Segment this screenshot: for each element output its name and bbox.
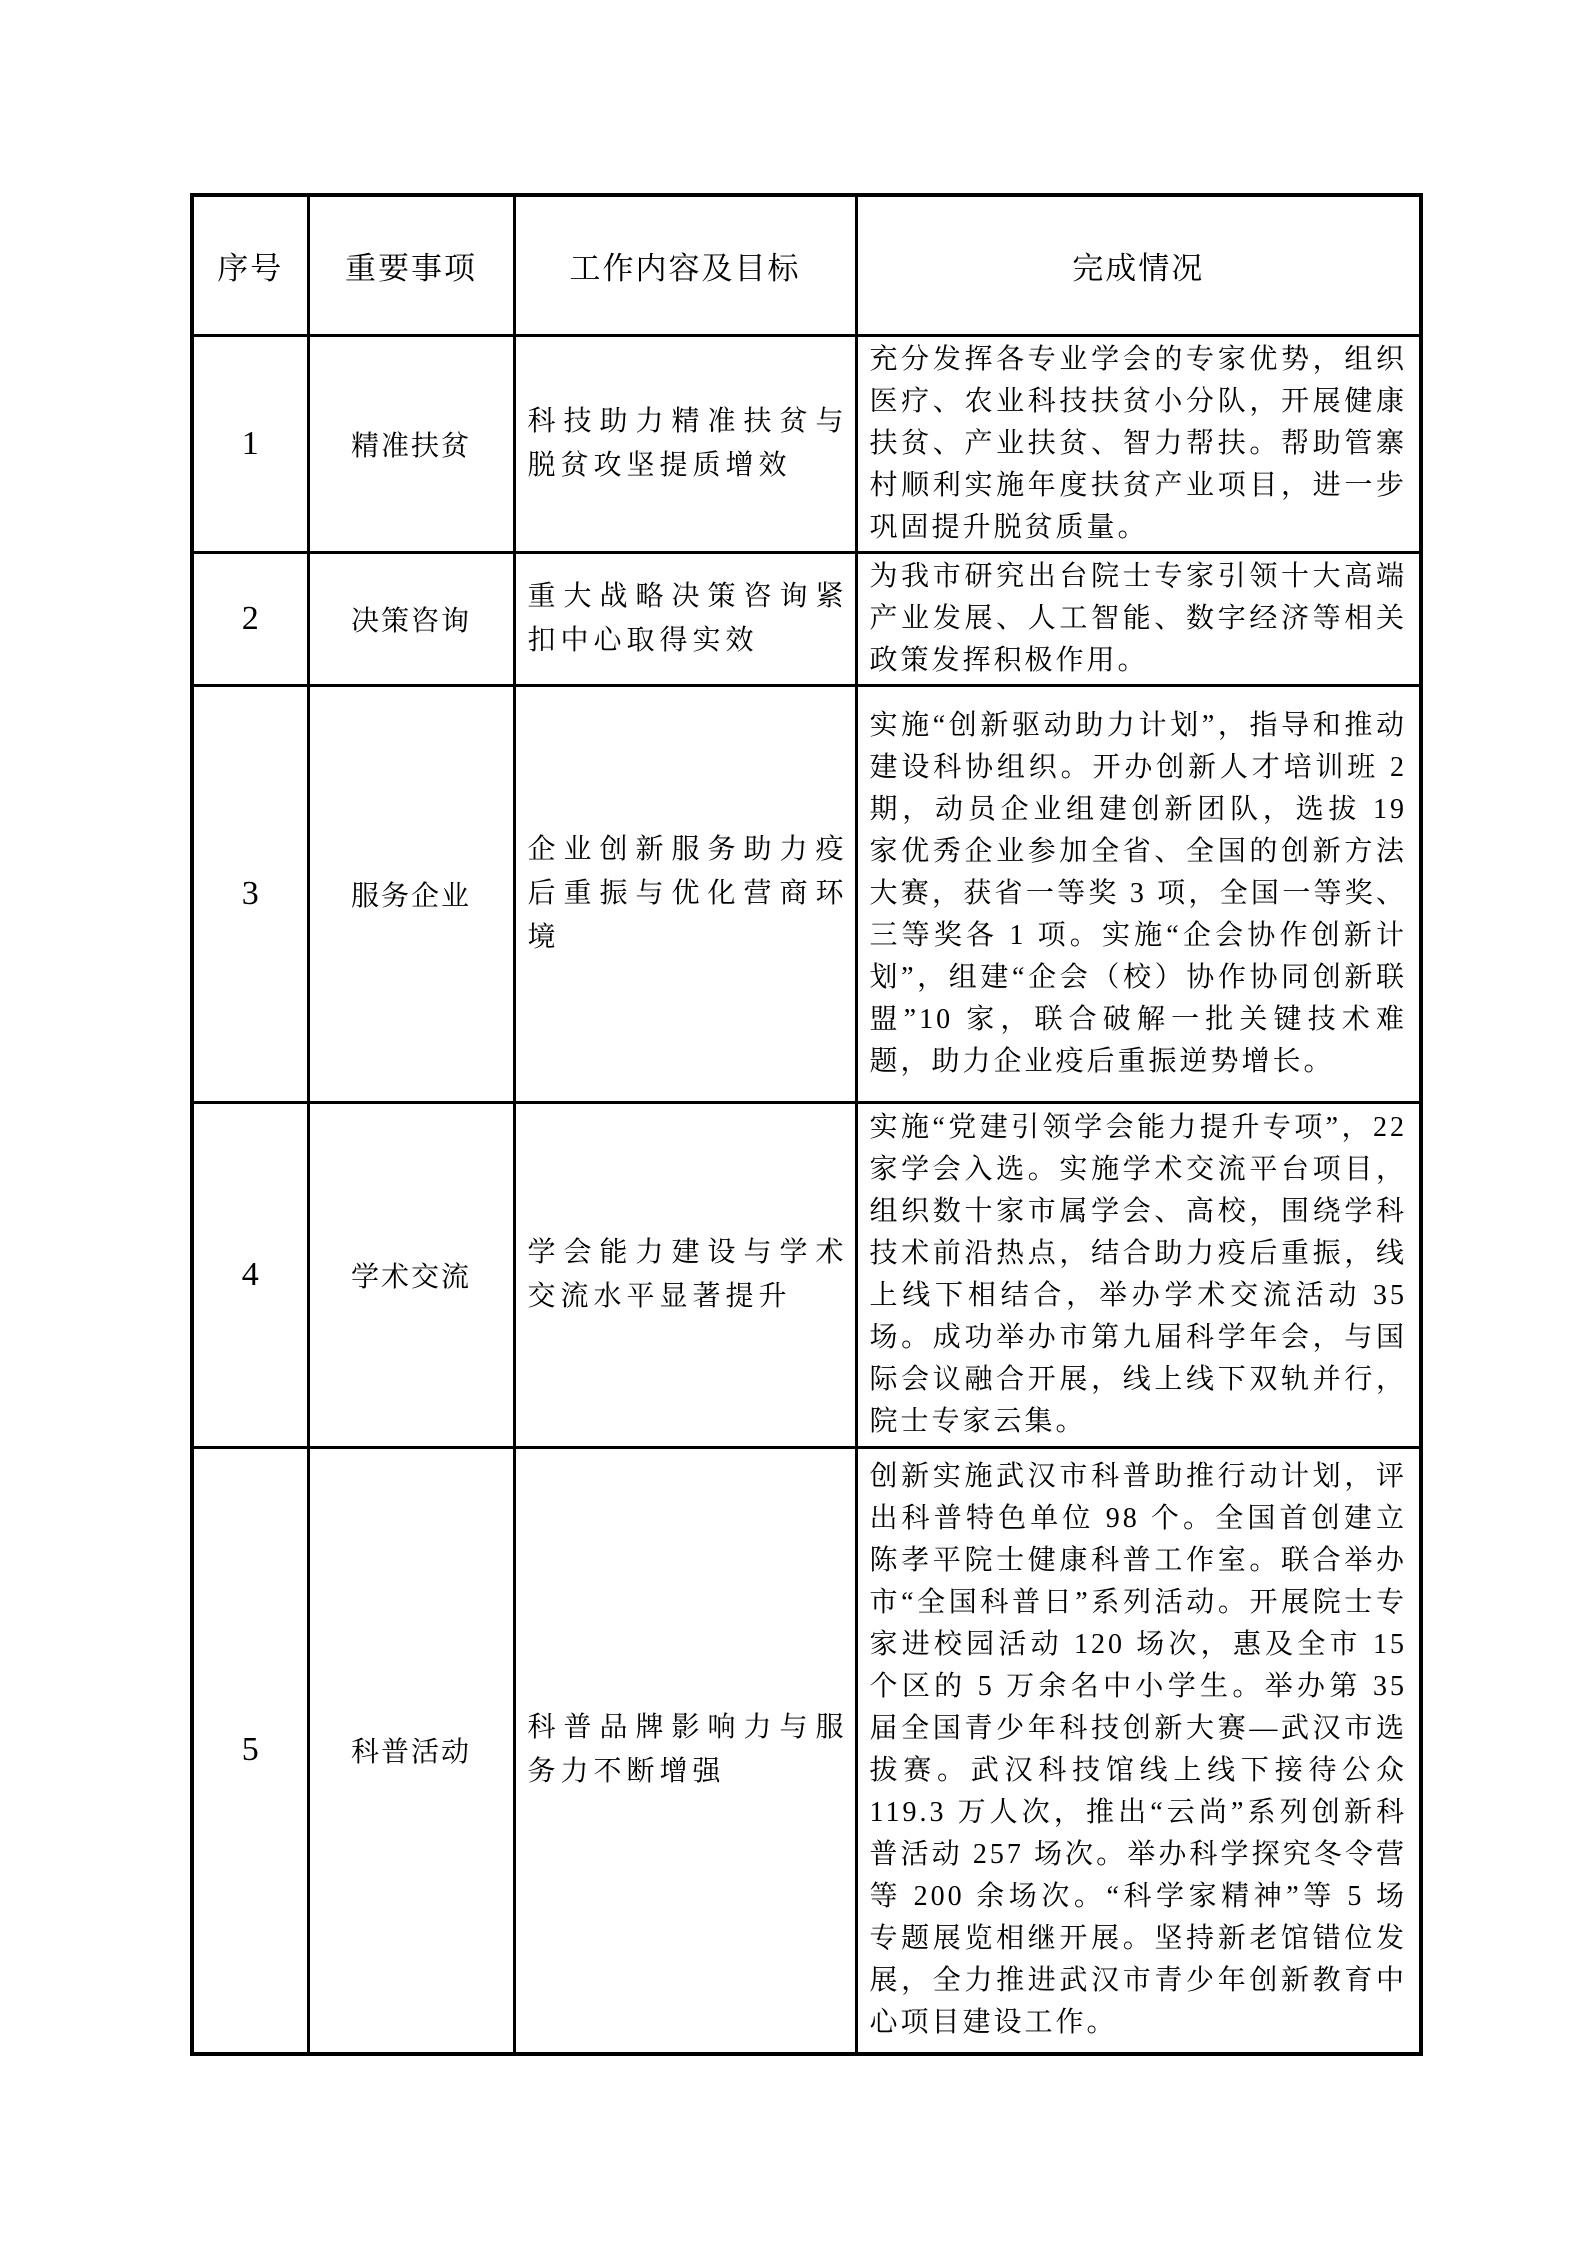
goal-cell: 科普品牌影响力与服务力不断增强 — [514, 1447, 856, 2054]
goal-cell: 重大战略决策咨询紧扣中心取得实效 — [514, 552, 856, 685]
table-row — [192, 335, 1421, 552]
item-cell: 精准扶贫 — [308, 335, 514, 552]
completion-cell: 充分发挥各专业学会的专家优势，组织医疗、农业科技扶贫小分队，开展健康扶贫、产业扶贫、智力帮扶。帮助管寨村顺利实施年度扶贫产业项目，进一步巩固提升脱贫质量。 — [856, 335, 1421, 552]
completion-cell: 创新实施武汉市科普助推行动计划，评出科普特色单位 98 个。全国首创建立陈孝平院士健康科普工作室。联合举办市“全国科普日”系列活动。开展院士专家进校园活动 120 场次，惠及全市 15 个区的 5 万余名中小学生。举办第 35 届全国青少年科技创新大赛—武汉市选拔赛。武汉科技馆线上线下接待公众 119.3 万人次，推出“云尚”系列创新科普活动 257 场次。举办科学探究冬令营等 200 余场次。“科学家精神”等 5 场专题展览相继开展。坚持新老馆错位发展，全力推进武汉市青少年创新教育中心项目建设工作。 — [856, 1447, 1421, 2054]
item-cell: 科普活动 — [308, 1447, 514, 2054]
table-row — [192, 1102, 1421, 1447]
row-number-cell: 3 — [192, 685, 308, 1102]
table-header-row — [192, 195, 1421, 335]
row-number-cell: 2 — [192, 552, 308, 685]
header-cell-number: 序号 — [192, 195, 308, 335]
completion-cell: 为我市研究出台院士专家引领十大高端产业发展、人工智能、数字经济等相关政策发挥积极作用。 — [856, 552, 1421, 685]
header-cell-item: 重要事项 — [308, 195, 514, 335]
row-number-cell: 4 — [192, 1102, 308, 1447]
completion-cell: 实施“党建引领学会能力提升专项”，22 家学会入选。实施学术交流平台项目，组织数十家市属学会、高校，围绕学科技术前沿热点，结合助力疫后重振，线上线下相结合，举办学术交流活动 35 场。成功举办市第九届科学年会，与国际会议融合开展，线上线下双轨并行，院士专家云集。 — [856, 1102, 1421, 1447]
table-row — [192, 552, 1421, 685]
work-report-table — [190, 193, 1423, 2056]
goal-cell: 学会能力建设与学术交流水平显著提升 — [514, 1102, 856, 1447]
goal-cell: 科技助力精准扶贫与脱贫攻坚提质增效 — [514, 335, 856, 552]
row-number-cell: 1 — [192, 335, 308, 552]
table-row — [192, 1447, 1421, 2054]
table-row — [192, 685, 1421, 1102]
row-number-cell: 5 — [192, 1447, 308, 2054]
item-cell: 决策咨询 — [308, 552, 514, 685]
header-cell-completion: 完成情况 — [856, 195, 1421, 335]
completion-cell: 实施“创新驱动助力计划”，指导和推动建设科协组织。开办创新人才培训班 2 期，动员企业组建创新团队，选拔 19 家优秀企业参加全省、全国的创新方法大赛，获省一等奖 3 项，全国一等奖、三等奖各 1 项。实施“企会协作创新计划”，组建“企会（校）协作协同创新联盟”10 家，联合破解一批关键技术难题，助力企业疫后重振逆势增长。 — [856, 685, 1421, 1102]
item-cell: 学术交流 — [308, 1102, 514, 1447]
item-cell: 服务企业 — [308, 685, 514, 1102]
header-cell-goal: 工作内容及目标 — [514, 195, 856, 335]
goal-cell: 企业创新服务助力疫后重振与优化营商环境 — [514, 685, 856, 1102]
